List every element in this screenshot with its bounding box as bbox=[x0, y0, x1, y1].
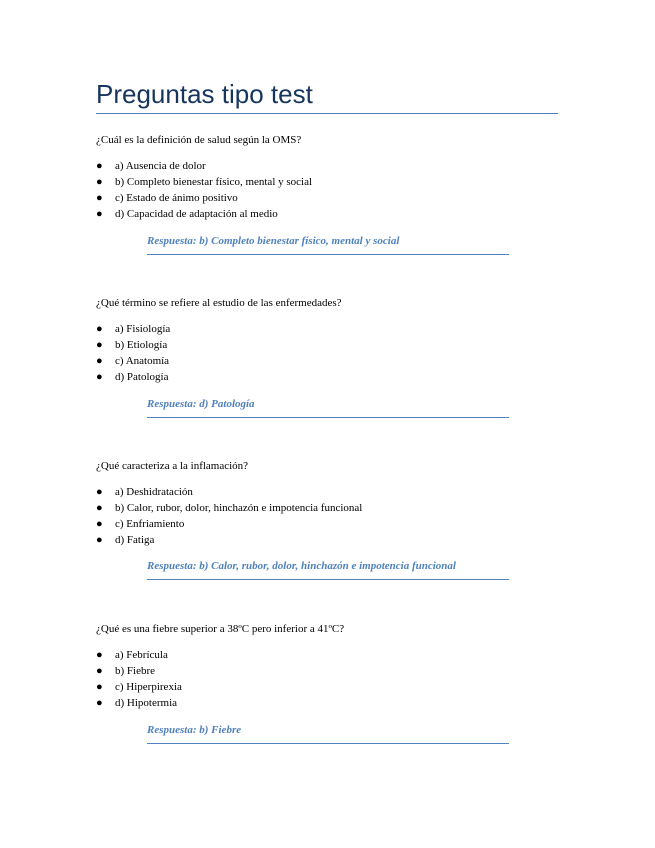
bullet-icon: ● bbox=[96, 649, 103, 661]
bullet-icon: ● bbox=[96, 371, 103, 383]
option-list bbox=[96, 485, 566, 549]
option-label: d) Hipotermia bbox=[115, 697, 178, 709]
option-label: b) Fiebre bbox=[115, 665, 156, 677]
option-label: d) Patología bbox=[115, 371, 169, 383]
option-item bbox=[96, 322, 566, 338]
question-text: ¿Qué es una fiebre superior a 38ºC pero inferior a 41ºC? bbox=[96, 623, 345, 635]
bullet-icon: ● bbox=[96, 665, 103, 677]
option-item bbox=[96, 159, 566, 175]
option-item bbox=[96, 648, 566, 664]
option-item bbox=[96, 191, 566, 207]
question-block-2 bbox=[96, 296, 566, 410]
option-list bbox=[96, 648, 566, 712]
option-item bbox=[96, 338, 566, 354]
option-label: c) Enfriamiento bbox=[115, 518, 185, 530]
option-label: c) Hiperpirexia bbox=[115, 681, 182, 693]
option-item bbox=[96, 485, 566, 501]
question-text: ¿Qué caracteriza a la inflamación? bbox=[96, 460, 249, 472]
title-underline bbox=[96, 113, 558, 114]
bullet-icon: ● bbox=[96, 486, 103, 498]
option-item bbox=[96, 517, 566, 533]
bullet-icon: ● bbox=[96, 534, 103, 546]
option-label: b) Calor, rubor, dolor, hinchazón e impotencia funcional bbox=[115, 502, 363, 514]
option-item bbox=[96, 501, 566, 517]
option-label: d) Fatiga bbox=[115, 534, 155, 546]
question-text: ¿Qué término se refiere al estudio de las enfermedades? bbox=[96, 297, 342, 309]
bullet-icon: ● bbox=[96, 681, 103, 693]
option-label: a) Febrícula bbox=[115, 649, 168, 661]
option-item bbox=[96, 680, 566, 696]
bullet-icon: ● bbox=[96, 192, 103, 204]
option-list bbox=[96, 159, 566, 223]
answer-text: Respuesta: b) Fiebre bbox=[147, 722, 509, 744]
option-label: c) Anatomía bbox=[115, 355, 170, 367]
option-item bbox=[96, 175, 566, 191]
bullet-icon: ● bbox=[96, 323, 103, 335]
bullet-icon: ● bbox=[96, 176, 103, 188]
option-label: a) Ausencia de dolor bbox=[115, 160, 206, 172]
option-label: a) Deshidratación bbox=[115, 486, 193, 498]
bullet-icon: ● bbox=[96, 518, 103, 530]
option-item bbox=[96, 354, 566, 370]
bullet-icon: ● bbox=[96, 355, 103, 367]
option-label: c) Estado de ánimo positivo bbox=[115, 192, 238, 204]
question-block-1 bbox=[96, 133, 566, 247]
option-item bbox=[96, 533, 566, 549]
option-label: a) Fisiología bbox=[115, 323, 171, 335]
option-item bbox=[96, 207, 566, 223]
bullet-icon: ● bbox=[96, 339, 103, 351]
option-item bbox=[96, 370, 566, 386]
page-title: Preguntas tipo test bbox=[96, 79, 313, 109]
option-item bbox=[96, 696, 566, 712]
question-block-3 bbox=[96, 459, 566, 572]
bullet-icon: ● bbox=[96, 208, 103, 220]
answer-text: Respuesta: b) Calor, rubor, dolor, hinchazón e impotencia funcional bbox=[147, 558, 509, 580]
answer-text: Respuesta: b) Completo bienestar físico, mental y social bbox=[147, 233, 509, 255]
option-list bbox=[96, 322, 566, 386]
question-text: ¿Cuál es la definición de salud según la OMS? bbox=[96, 134, 302, 146]
bullet-icon: ● bbox=[96, 697, 103, 709]
option-item bbox=[96, 664, 566, 680]
bullet-icon: ● bbox=[96, 160, 103, 172]
option-label: b) Completo bienestar físico, mental y social bbox=[115, 176, 313, 188]
question-block-4 bbox=[96, 622, 566, 736]
option-label: b) Etiología bbox=[115, 339, 168, 351]
option-label: d) Capacidad de adaptación al medio bbox=[115, 208, 278, 220]
bullet-icon: ● bbox=[96, 502, 103, 514]
answer-text: Respuesta: d) Patología bbox=[147, 396, 509, 418]
